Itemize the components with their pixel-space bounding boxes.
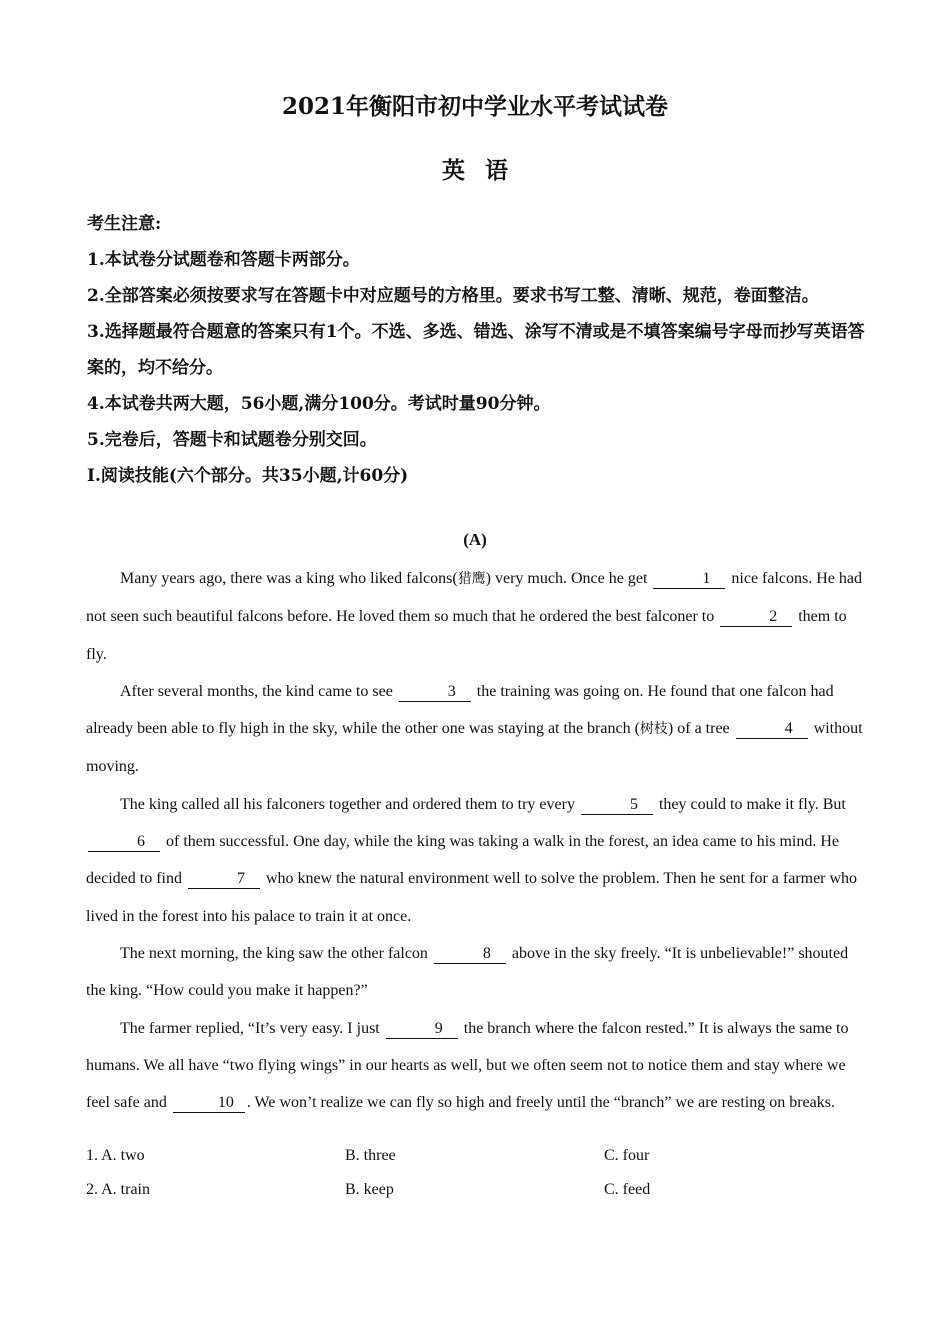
note-item: 5.完卷后，答题卡和试题卷分别交回。 — [87, 430, 377, 450]
option-c: C. feed — [604, 1181, 651, 1198]
candidate-notes — [87, 206, 867, 494]
subject-title: 英语 — [442, 157, 528, 184]
passage-text: After several months, the kind came to see — [120, 682, 393, 700]
passage-text: they could to make it fly. But — [658, 795, 846, 813]
passage-text: The next morning, the king saw the other falcon — [120, 944, 428, 962]
passage-text: the branch where the falcon rested.” It is always the same to humans. We all have “two flying wings” in our hearts as well, but we often seem not to notice them and stay where we feel safe and — [86, 1019, 849, 1112]
passage-text: of them successful. One day, while the king was taking a walk in the forest, an idea came to his mind. He decided to find — [86, 833, 839, 888]
note-item: 2.全部答案必须按要求写在答题卡中对应题号的方格里。要求书写工整、清晰、规范，卷面整洁。 — [87, 286, 819, 306]
blank-10: 10 — [173, 1094, 245, 1113]
passage-text: nice falcons. He had not seen such beautiful falcons before. He loved them so much that he ordered the best falconer to — [86, 570, 862, 626]
passage-text: them to fly. — [86, 608, 847, 663]
passage-text: Many years ago, there was a king who liked falcons( — [120, 570, 458, 587]
notes-heading: 考生注意: — [87, 214, 162, 234]
passage-paragraph — [86, 935, 866, 1010]
passage-text: ) of a tree — [667, 720, 730, 738]
chinese-gloss: 猎鹰 — [457, 571, 486, 587]
note-item: 3.选择题最符合题意的答案只有1个。不选、多选、错选、涂写不清或是不填答案编号字母而抄写英语答案的，均不给分。 — [87, 322, 865, 378]
cloze-passage — [86, 560, 866, 1121]
passage-text: the training was going on. He found that one falcon had already been able to fly high in the sky, while the other one was staying at the branch ( — [86, 682, 834, 738]
answer-options — [86, 1140, 886, 1208]
chinese-gloss: 树枝 — [639, 721, 668, 738]
passage-text: ) very much. Once he get — [485, 570, 648, 587]
note-item: 1.本试卷分试题卷和答题卡两部分。 — [87, 250, 360, 270]
passage-label: (A) — [463, 530, 487, 549]
note-item: 4.本试卷共两大题，56小题,满分100分。考试时量90分钟。 — [87, 394, 551, 414]
option-b: B. three — [345, 1147, 396, 1164]
question-row — [86, 1174, 886, 1208]
option-c: C. four — [604, 1147, 650, 1164]
passage-text: without moving. — [86, 720, 863, 776]
blank-2: 2 — [720, 608, 792, 627]
blank-5: 5 — [581, 796, 653, 815]
passage-paragraph — [86, 1010, 866, 1122]
passage-text: who knew the natural environment well to solve the problem. Then he sent for a farmer who lived in the forest into his palace to train it at once. — [86, 870, 858, 925]
exam-title: 2021年衡阳市初中学业水平考试试卷 — [281, 93, 668, 120]
passage-text: . We won’t realize we can fly so high and freely until the “branch” we are resting on breaks. — [246, 1094, 835, 1112]
question-row — [86, 1140, 886, 1174]
passage-paragraph — [86, 786, 866, 935]
blank-6: 6 — [88, 833, 160, 852]
option-b: B. keep — [345, 1181, 394, 1198]
blank-8: 8 — [434, 945, 506, 964]
passage-text: The king called all his falconers together and ordered them to try every — [120, 795, 575, 813]
option-a: 1. A. two — [86, 1147, 145, 1164]
passage-paragraph — [86, 560, 866, 673]
blank-4: 4 — [736, 720, 808, 739]
blank-1: 1 — [653, 570, 725, 589]
blank-9: 9 — [386, 1020, 458, 1039]
passage-text: The farmer replied, “It’s very easy. I just — [120, 1019, 380, 1037]
passage-text: above in the sky freely. “It is unbelievable!” shouted the king. “How could you make it happen?” — [86, 944, 849, 1000]
blank-7: 7 — [188, 870, 260, 889]
passage-paragraph — [86, 673, 866, 786]
blank-3: 3 — [399, 683, 471, 702]
option-a: 2. A. train — [86, 1181, 150, 1198]
section-heading: I.阅读技能(六个部分。共35小题,计60分) — [87, 466, 409, 486]
